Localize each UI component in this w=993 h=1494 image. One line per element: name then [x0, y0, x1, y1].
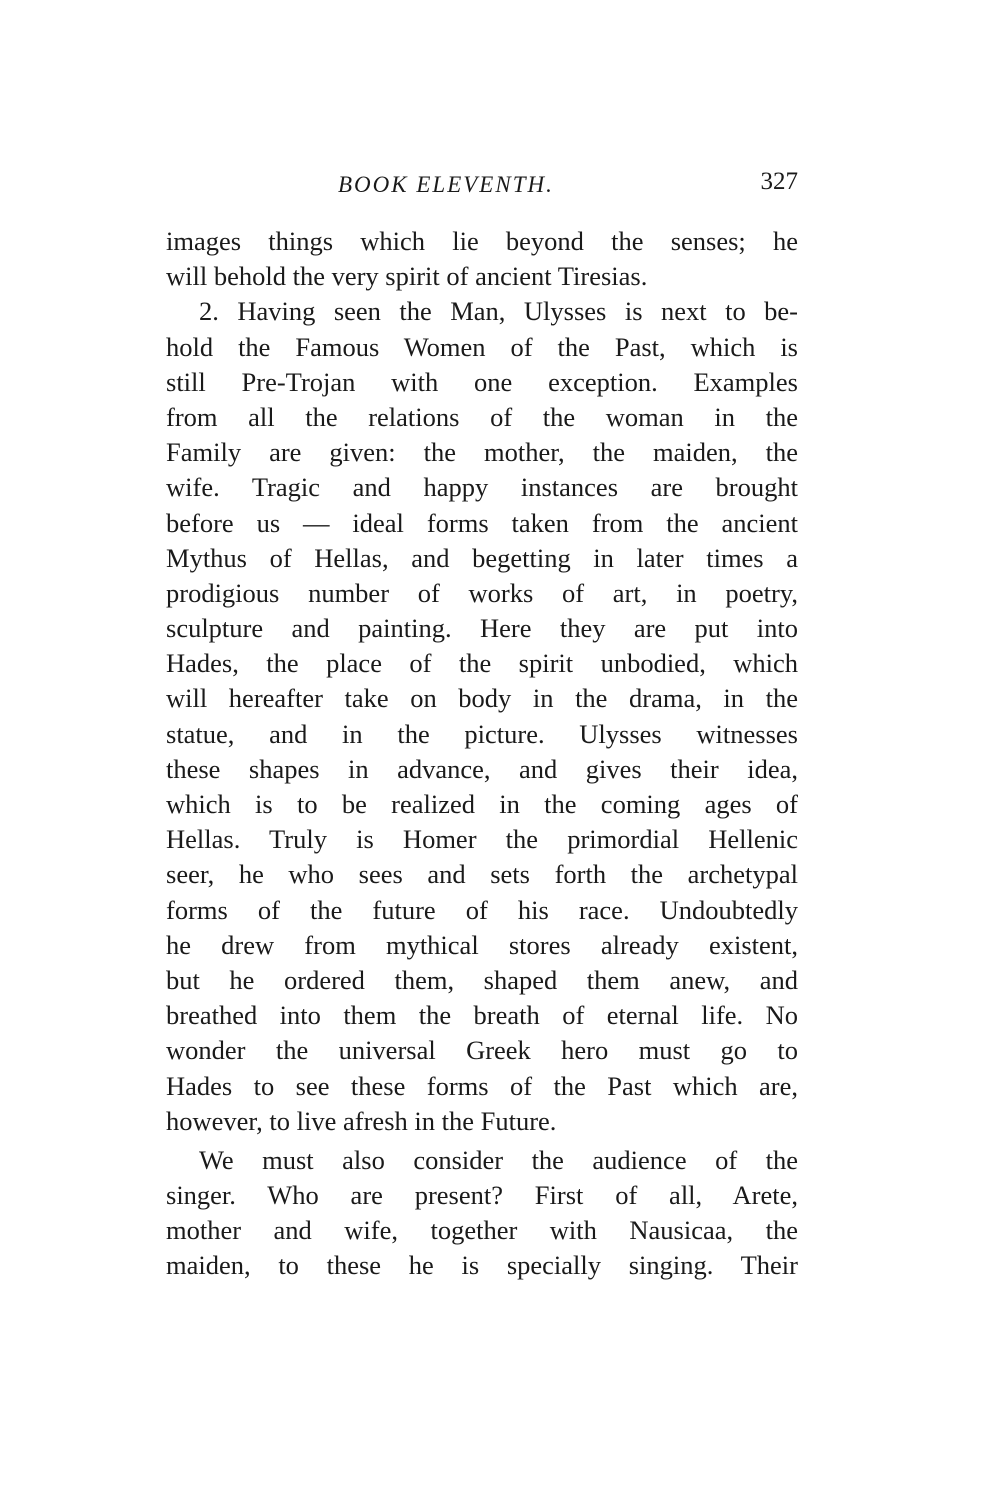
text-line: statue, and in the picture. Ulysses witnesses: [166, 718, 798, 749]
text-line: Hades, the place of the spirit unbodied, which: [166, 648, 798, 679]
text-line: however, to live afresh in the Future.: [166, 1105, 557, 1136]
text-line: will hereafter take on body in the drama, in the: [166, 683, 798, 714]
text-line: prodigious number of works of art, in poetry,: [166, 577, 798, 608]
text-line: singer. Who are present? First of all, Arete,: [166, 1180, 798, 1211]
text-line: 2. Having seen the Man, Ulysses is next to be-: [199, 296, 798, 327]
text-line: seer, he who sees and sets forth the archetypal: [166, 859, 798, 890]
page-number: 327: [760, 168, 798, 195]
text-line: which is to be realized in the coming ages of: [166, 789, 798, 819]
running-head: [166, 168, 798, 208]
body-text: [166, 224, 798, 1284]
text-line: forms of the future of his race. Undoubtedly: [166, 894, 798, 925]
text-line: sculpture and painting. Here they are put into: [166, 613, 798, 644]
text-line: Mythus of Hellas, and begetting in later times a: [166, 542, 798, 573]
text-line: mother and wife, together with Nausicaa, the: [166, 1215, 798, 1246]
paragraph-section-2: [166, 294, 798, 1139]
text-line: Hades to see these forms of the Past which are,: [166, 1070, 798, 1101]
text-line: hold the Famous Women of the Past, which is: [166, 331, 798, 362]
running-title: BOOK ELEVENTH.: [338, 172, 554, 197]
text-line: images things which lie beyond the senses; he: [166, 226, 798, 256]
text-line: still Pre-Trojan with one exception. Examples: [166, 366, 798, 397]
text-line: will behold the very spirit of ancient Tiresias.: [166, 261, 648, 292]
text-line: but he ordered them, shaped them anew, and: [166, 964, 798, 995]
text-line: wonder the universal Greek hero must go to: [166, 1035, 798, 1066]
paragraph-continuation: [166, 224, 798, 294]
paragraph-audience: [166, 1143, 798, 1284]
text-line: before us — ideal forms taken from the ancient: [166, 507, 798, 538]
text-line: maiden, to these he is specially singing. Their: [166, 1250, 798, 1281]
text-line: wife. Tragic and happy instances are brought: [166, 472, 798, 503]
text-line: he drew from mythical stores already existent,: [166, 929, 798, 960]
text-line: from all the relations of the woman in the: [166, 401, 798, 432]
text-line: Family are given: the mother, the maiden, the: [166, 437, 798, 468]
text-line: breathed into them the breath of eternal life. No: [166, 1000, 798, 1031]
text-line: these shapes in advance, and gives their idea,: [166, 753, 798, 784]
text-line: We must also consider the audience of the: [199, 1144, 798, 1175]
text-line: Hellas. Truly is Homer the primordial Hellenic: [166, 824, 798, 855]
